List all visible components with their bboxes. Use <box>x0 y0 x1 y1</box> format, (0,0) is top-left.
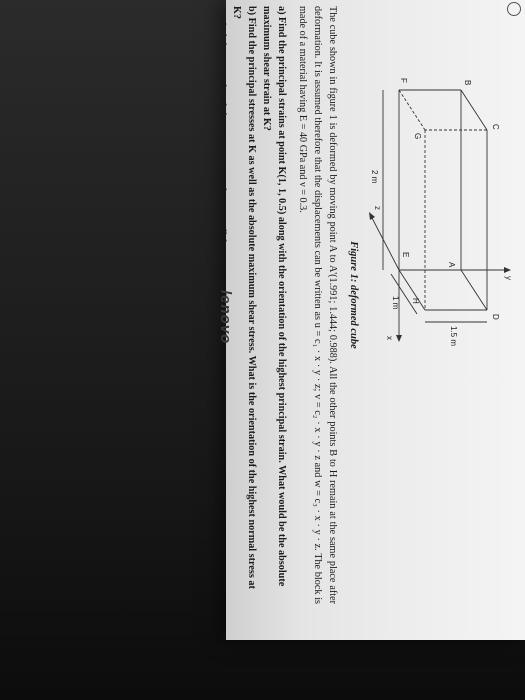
edge-B-conn <box>461 90 487 130</box>
point-A-label: A <box>447 262 456 268</box>
arrow-y <box>504 267 511 273</box>
axis-z-line <box>371 216 399 270</box>
screen-glare-mark <box>507 2 521 16</box>
axis-y-label: y <box>504 276 513 280</box>
axis-z-label: z <box>373 206 382 210</box>
arrow-x <box>396 335 402 342</box>
monitor-brand-logo: lenovo <box>217 290 234 345</box>
dim-depth-label: 1 m <box>391 296 400 310</box>
dim-height-label: 1.5 m <box>449 326 458 347</box>
question-a: a) Find the principal strains at point K(1, 1, 0.5) along with the orientation of the highest principal strain. What would be the absolute maximum shear strain at K? <box>261 6 287 587</box>
edge-A-conn <box>461 270 487 310</box>
document-page <box>226 0 525 640</box>
point-B-label: B <box>463 80 472 86</box>
document-content <box>231 0 523 615</box>
cube-diagram <box>369 20 517 350</box>
axis-x-label: x <box>385 336 394 340</box>
figure-caption: Figure 1: deformed cube <box>348 241 359 349</box>
point-H-label: H <box>411 298 420 304</box>
edge-F-conn-hidden <box>399 90 425 130</box>
point-F-label: F <box>399 78 408 83</box>
point-E-label: E <box>401 252 410 258</box>
problem-statement: The cube shown in figure 1 is deformed by moving point A to A'(1.991; 1.444; 0.988). All the other points B to H remain at the same place after deformation. It is assumed therefore that the displacements can be written as u = c₁ · x · y · z; v = c₂ · x · y · z and w = c₃ · x · y · z. The block is made of a material having E = 40 GPa and ν = 0.3. <box>297 6 338 604</box>
point-D-label: D <box>491 314 500 320</box>
dim-width-label: 2 m <box>370 170 379 184</box>
point-G-label: G <box>413 133 422 140</box>
edge-E-conn <box>399 270 425 310</box>
question-b: b) Find the principal stresses at K as well as the absolute maximum shear stress. What is the orientation of the highest normal stress at K? <box>231 6 257 589</box>
cube-figure <box>369 20 517 350</box>
point-C-label: C <box>491 124 500 130</box>
